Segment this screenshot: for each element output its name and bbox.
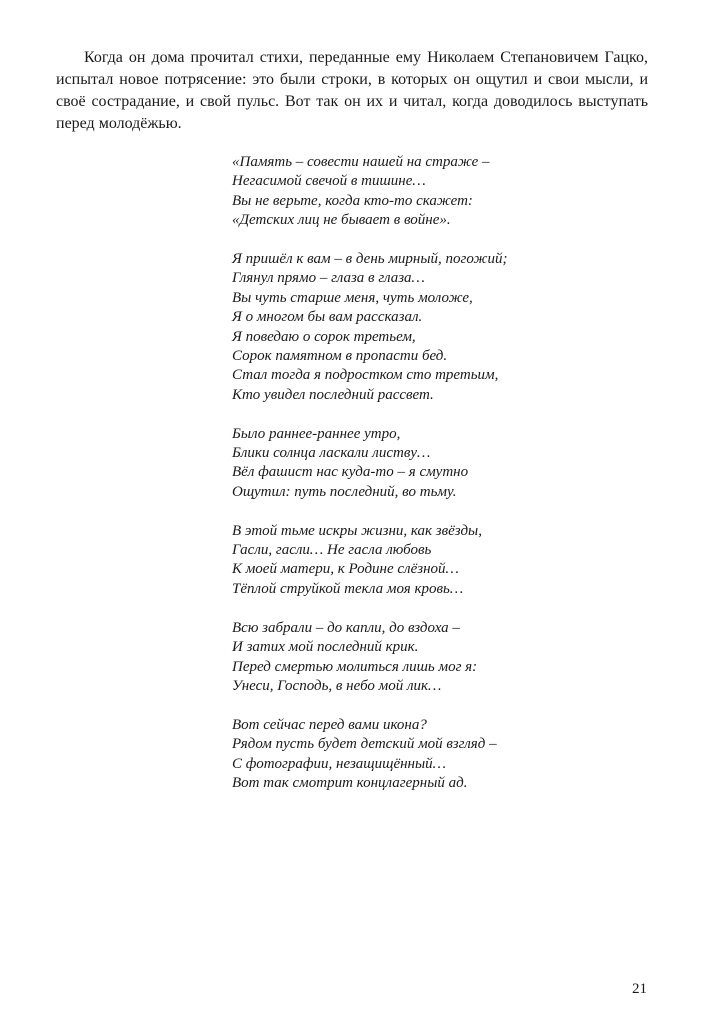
intro-paragraph: Когда он дома прочитал стихи, переданные ему Николаем Степановичем Гацко, испытал новое потрясение: это были строки, в которых он ощутил и свои мысли, и своё сострадание, и свой пульс. Вот так он их и читал, когда доводилось выступать перед молодёжью. <box>56 49 648 132</box>
poem-line: Кто увидел последний рассвет. <box>232 386 434 403</box>
poem-line: Гасли, гасли… Не гасла любовь <box>232 542 432 559</box>
poem-stanza <box>232 425 652 503</box>
poem-line: Я пришёл к вам – в день мирный, погожий; <box>232 251 508 268</box>
poem-line: С фотографии, незащищённый… <box>232 755 446 772</box>
poem-line: Всю забрали – до капли, до вздоха – <box>232 619 460 636</box>
poem <box>232 153 652 813</box>
poem-line: В этой тьме искры жизни, как звёзды, <box>232 522 482 539</box>
poem-line: Унеси, Господь, в небо мой лик… <box>232 677 442 694</box>
poem-line: Перед смертью молиться лишь мог я: <box>232 658 478 675</box>
poem-line: Было раннее-раннее утро, <box>232 425 401 442</box>
poem-line: Глянул прямо – глаза в глаза… <box>232 270 425 287</box>
poem-line: Вот сейчас перед вами икона? <box>232 716 427 733</box>
poem-line: И затих мой последний крик. <box>232 639 419 656</box>
poem-line: Я о многом бы вам рассказал. <box>232 309 423 326</box>
poem-line: Вёл фашист нас куда-то – я смутно <box>232 464 469 481</box>
poem-line: Я поведаю о сорок третьем, <box>232 328 416 345</box>
poem-stanza <box>232 716 652 794</box>
poem-stanza <box>232 522 652 600</box>
poem-line: Блики солнца ласкали листву… <box>232 445 431 462</box>
poem-stanza <box>232 619 652 697</box>
poem-line: Негасимой свечой в тишине… <box>232 173 426 190</box>
poem-line: Вы не верьте, когда кто-то скажет: <box>232 192 473 209</box>
page-number: 21 <box>632 981 647 997</box>
poem-line: К моей матери, к Родине слёзной… <box>232 561 459 578</box>
poem-line: Тёплой струйкой текла моя кровь… <box>232 580 464 597</box>
poem-line: Вы чуть старше меня, чуть моложе, <box>232 289 473 306</box>
poem-line: «Детских лиц не бывает в войне». <box>232 212 451 229</box>
poem-line: Стал тогда я подростком сто третьим, <box>232 367 499 384</box>
poem-line: Рядом пусть будет детский мой взгляд – <box>232 736 497 753</box>
poem-line: Сорок памятном в пропасти бед. <box>232 348 448 365</box>
poem-line: Вот так смотрит концлагерный ад. <box>232 774 468 791</box>
poem-stanza <box>232 250 652 405</box>
poem-line: «Память – совести нашей на страже – <box>232 154 490 170</box>
poem-line: Ощутил: путь последний, во тьму. <box>232 483 457 500</box>
poem-stanza <box>232 153 652 231</box>
